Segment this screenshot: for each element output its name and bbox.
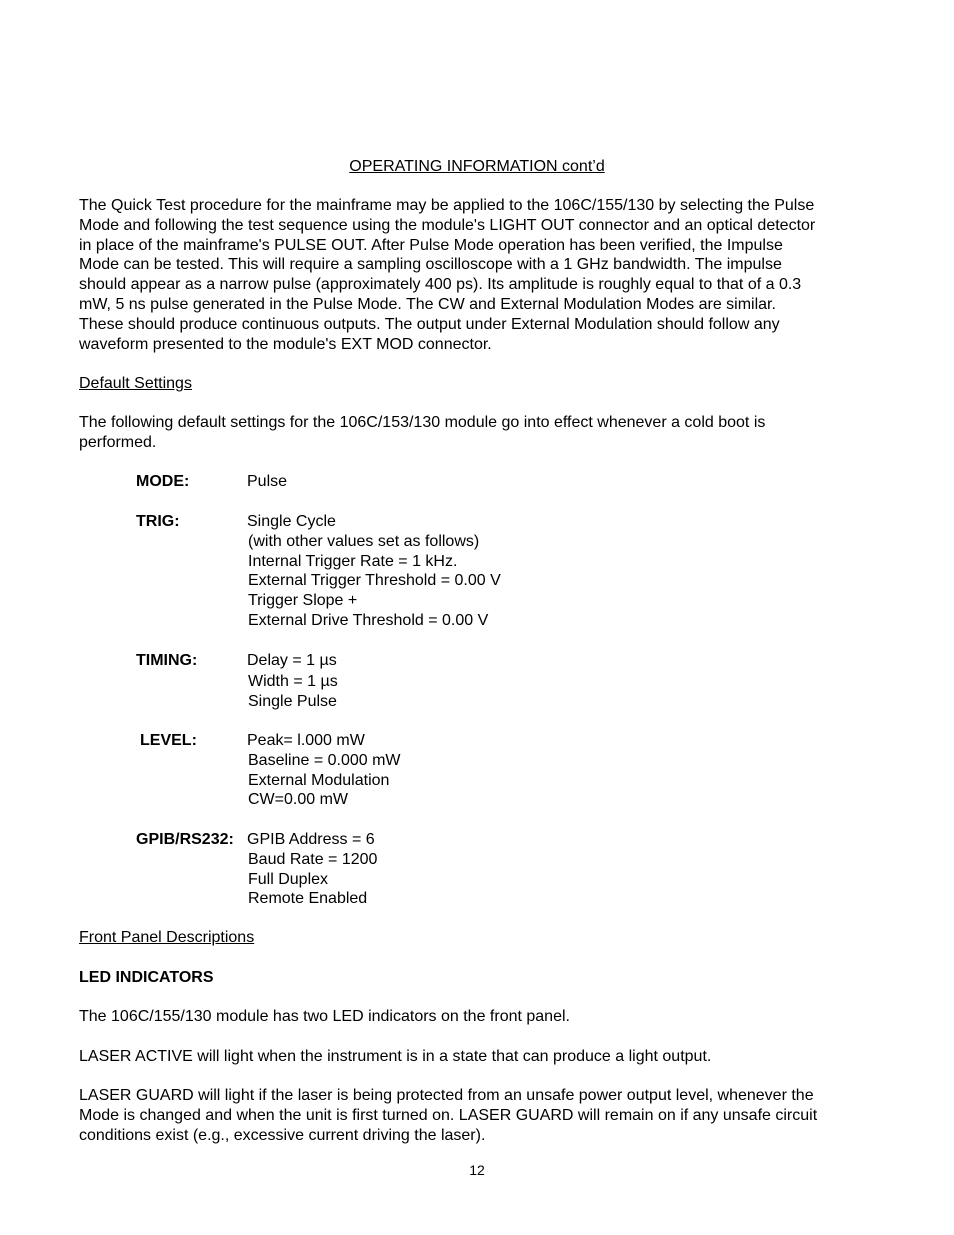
mode-label: MODE: [136,473,190,490]
default-settings-paragraph [79,413,879,453]
mode-values [247,472,287,492]
intro-line: The Quick Test procedure for the mainframe may be applied to the 106C/155/130 by selecting the Pulse [79,197,815,214]
intro-line: Mode and following the test sequence using the module's LIGHT OUT connector and an optical detector [79,216,816,234]
intro-line: waveform presented to the module's EXT MOD connector. [79,335,492,353]
default-settings-heading: Default Settings [79,375,192,392]
gpib-value: Baud Rate = 1200 [248,850,378,868]
intro-line: mW, 5 ns pulse generated in the Pulse Mode. The CW and External Modulation Modes are similar. [79,295,776,313]
timing-value: Delay = 1 µs [247,652,337,669]
intro-line: in place of the mainframe's PULSE OUT. After Pulse Mode operation has been verified, the Impulse [79,236,783,254]
trig-label: TRIG: [136,513,180,530]
trig-value: External Drive Threshold = 0.00 V [248,611,489,629]
page-number: 12 [469,1162,485,1178]
gpib-value: GPIB Address = 6 [247,831,375,848]
level-value: Baseline = 0.000 mW [248,751,401,769]
timing-values [247,651,338,713]
trig-value: Internal Trigger Rate = 1 kHz. [248,552,458,570]
level-value: CW=0.00 mW [248,791,349,809]
timing-label: TIMING: [136,652,198,669]
led-indicators-heading: LED INDICATORS [79,969,214,986]
mode-value: Pulse [247,473,288,490]
laser-guard-paragraph [79,1086,879,1145]
intro-paragraph [79,196,879,354]
laser-guard-line: Mode is changed and when the unit is first turned on. LASER GUARD will remain on if any unsafe circuit [79,1106,818,1124]
level-values [247,731,401,810]
gpib-values [247,830,377,909]
trig-value: Trigger Slope + [248,592,358,610]
gpib-value: Full Duplex [248,870,329,888]
default-settings-line: The following default settings for the 106C/153/130 module go into effect whenever a cold boot is [79,414,766,431]
timing-value: Single Pulse [248,693,337,710]
laser-guard-line: conditions exist (e.g., excessive current driving the laser). [79,1126,486,1144]
intro-line: should appear as a narrow pulse (approximately 400 ps). Its amplitude is roughly equal to that of a 0.3 [79,276,802,294]
default-settings-line: performed. [79,433,157,451]
trig-values [247,512,501,631]
intro-line: These should produce continuous outputs. The output under External Modulation should follow any [79,315,780,333]
timing-value: Width = 1 µs [248,672,338,690]
laser-active-paragraph: LASER ACTIVE will light when the instrument is in a state that can produce a light output. [79,1048,712,1065]
gpib-label: GPIB/RS232: [136,831,234,848]
intro-line: Mode can be tested. This will require a sampling oscilloscope with a 1 GHz bandwidth. The impulse [79,256,782,274]
trig-value: External Trigger Threshold = 0.00 V [248,572,501,590]
led-intro-paragraph: The 106C/155/130 module has two LED indicators on the front panel. [79,1008,570,1025]
laser-guard-line: LASER GUARD will light if the laser is being protected from an unsafe power output level, whenever the [79,1087,814,1104]
gpib-value: Remote Enabled [248,890,368,908]
page-title: OPERATING INFORMATION cont’d [349,158,605,175]
front-panel-heading: Front Panel Descriptions [79,929,255,946]
trig-value: Single Cycle [247,513,336,530]
trig-value: (with other values set as follows) [248,532,480,550]
level-label: LEVEL: [140,732,197,749]
level-value: External Modulation [248,771,390,789]
level-value: Peak= l.000 mW [247,732,365,749]
